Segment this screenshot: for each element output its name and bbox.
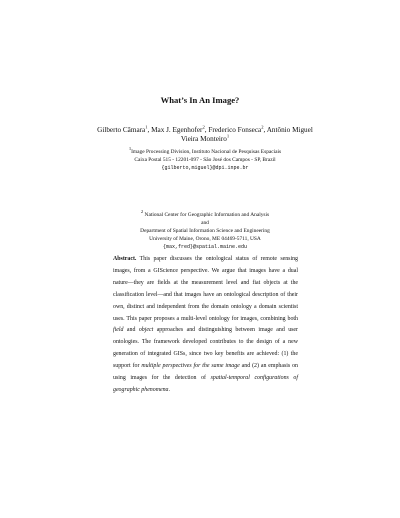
author-fonseca: , Frederico Fonseca [204,126,262,134]
affil-line: National Center for Geographic Information and Analysis [144,212,270,218]
abstract-emphasis: multiple perspectives for the same image [141,363,240,370]
author-affil-mark: 2 [261,124,264,130]
author-monteiro-last: Vieira Monteiro [180,135,227,144]
paper-title: What’s In An Image? [160,95,240,105]
affiliation-ncgia [100,211,310,251]
affil-email: {max,fred}@spatial.maine.edu [162,244,247,250]
author-affil-mark: 2 [202,124,205,130]
abstract-text: This paper discusses the ontological status of remote sensing images, from a GIScience perspective. We argue that images have a dual nature—they are fields at the measurement level and fiat objects at the classification level—and that images have an ontological description of their own, distinct and independent from the domain ontology a domain scientist uses. This paper proposes a multi-level ontology for images, combining both [113,256,298,322]
author-monteiro-first: , Antônio Miguel [263,126,313,134]
abstract-text: . [168,386,170,393]
affil-line: Image Processing Division, Instituto Nacional de Pesquisas Espaciais [131,149,282,155]
author-camara: Gilberto Câmara [97,126,146,134]
author-egenhofer: , Max J. Egenhofer [147,126,203,134]
affil-mark: 2 [140,209,144,215]
abstract-label: Abstract. [113,256,137,262]
affil-mark: 1 [128,146,132,152]
affil-line: University of Maine, Orono, ME 04469-5711, USA [149,236,261,242]
affil-line: Caixa Postal 515 - 12201-097 - São José dos Campos - SP, Brazil [134,157,276,163]
affil-email: {gilberto,miguel}@dpi.inpe.br [161,165,249,171]
abstract-body [113,254,298,397]
abstract-text: approaches and distinguishing between image and user ontologies. The framework developed contributes to the design of a new generation of integrated GISs, since two key benefits are achieved: (1) the support for [113,327,299,370]
abstract-emphasis: spatial-temporal configurations of geographic phenomena [113,375,298,393]
author-list [90,126,320,145]
abstract-emphasis: field [113,327,124,334]
abstract-text: and [123,327,139,334]
author-affil-mark: 1 [145,124,148,130]
affiliation-inpe [100,148,310,172]
author-affil-mark: 1 [226,134,230,140]
abstract-emphasis: object [138,327,154,334]
affil-line: and [201,220,209,226]
abstract-text: and (2) an emphasis on using images for the detection of [113,363,298,382]
affil-line: Department of Spatial Information Science and Engineering [140,228,270,234]
